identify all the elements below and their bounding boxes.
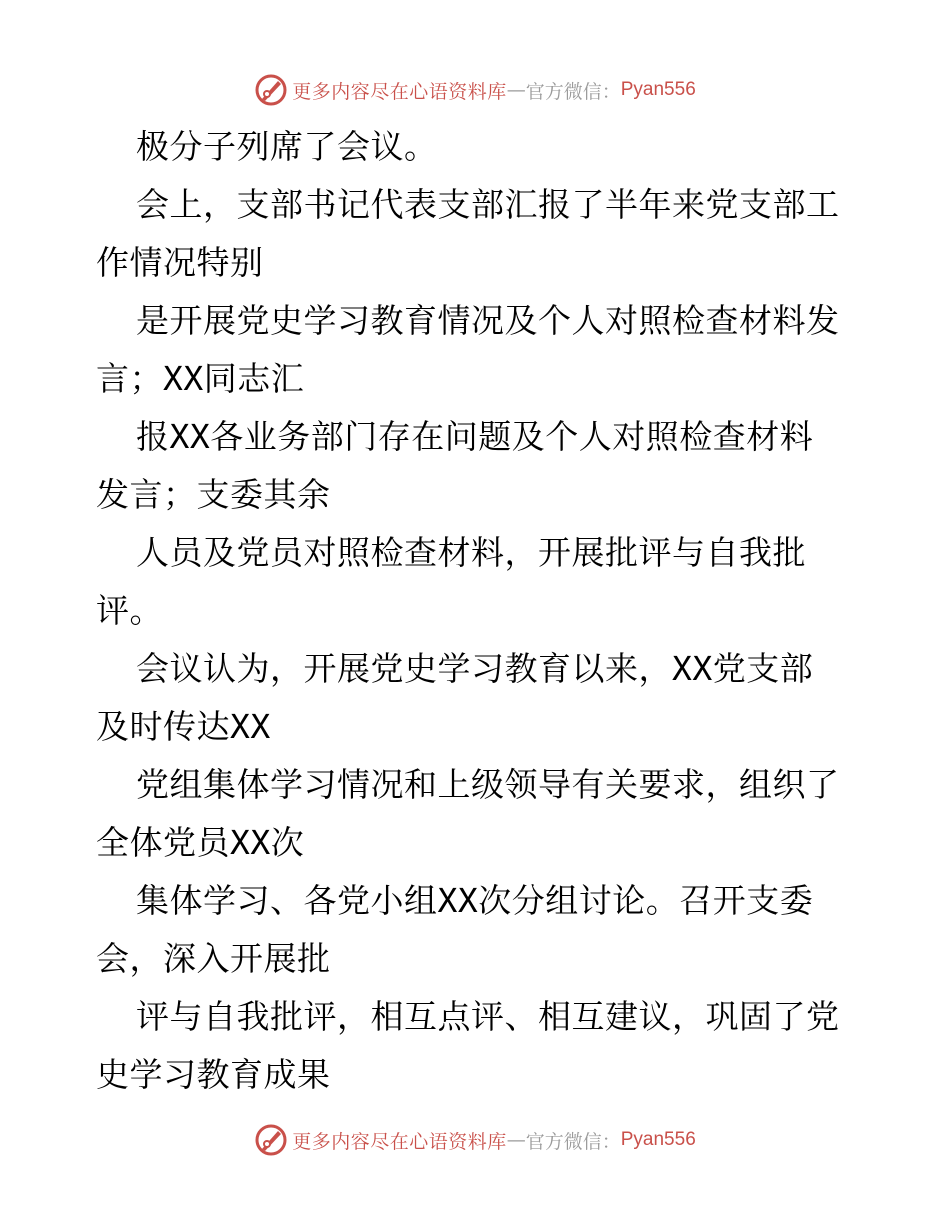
- text-line-6: 报XX各业务部门存在问题及个人对照检查材料: [136, 417, 814, 456]
- watermark-dash: —: [506, 79, 526, 101]
- text-line-15: 会，深入开展批: [96, 939, 331, 978]
- footer-watermark: [0, 1120, 950, 1160]
- text-line-17: 史学习教育成果: [96, 1055, 331, 1094]
- quill-logo-icon: [254, 1123, 288, 1157]
- header-watermark: [0, 70, 950, 110]
- document-body: [96, 118, 876, 1104]
- text-line-16: 评与自我批评，相互点评、相互建议，巩固了党: [136, 997, 840, 1036]
- text-line-8: 人员及党员对照检查材料，开展批评与自我批: [136, 533, 806, 572]
- text-line-13: 全体党员XX次: [96, 823, 305, 862]
- watermark-official-label: 官方微信：: [525, 80, 621, 103]
- watermark-brand-text: 更多内容尽在心语资料库: [292, 80, 507, 103]
- text-line-10: 会议认为，开展党史学习教育以来，XX党支部: [136, 649, 814, 688]
- text-line-3: 作情况特别: [96, 243, 264, 282]
- text-line-4: 是开展党史学习教育情况及个人对照检查材料发: [136, 301, 840, 340]
- watermark-brand-text: 更多内容尽在心语资料库: [292, 1130, 507, 1153]
- text-line-9: 评。: [96, 591, 163, 630]
- text-line-5: 言；XX同志汇: [96, 359, 305, 398]
- watermark-wechat-id: Pyan556: [620, 1129, 696, 1150]
- text-line-14: 集体学习、各党小组XX次分组讨论。召开支委: [136, 881, 814, 920]
- text-line-11: 及时传达XX: [96, 707, 271, 746]
- text-line-2: 会上，支部书记代表支部汇报了半年来党支部工: [136, 185, 840, 224]
- watermark-official-label: 官方微信：: [525, 1130, 621, 1153]
- text-line-12: 党组集体学习情况和上级领导有关要求，组织了: [136, 765, 840, 804]
- quill-logo-icon: [254, 73, 288, 107]
- text-line-1: 极分子列席了会议。: [136, 127, 438, 166]
- text-line-7: 发言；支委其余: [96, 475, 331, 514]
- watermark-dash: —: [506, 1129, 526, 1151]
- watermark-wechat-id: Pyan556: [620, 79, 696, 100]
